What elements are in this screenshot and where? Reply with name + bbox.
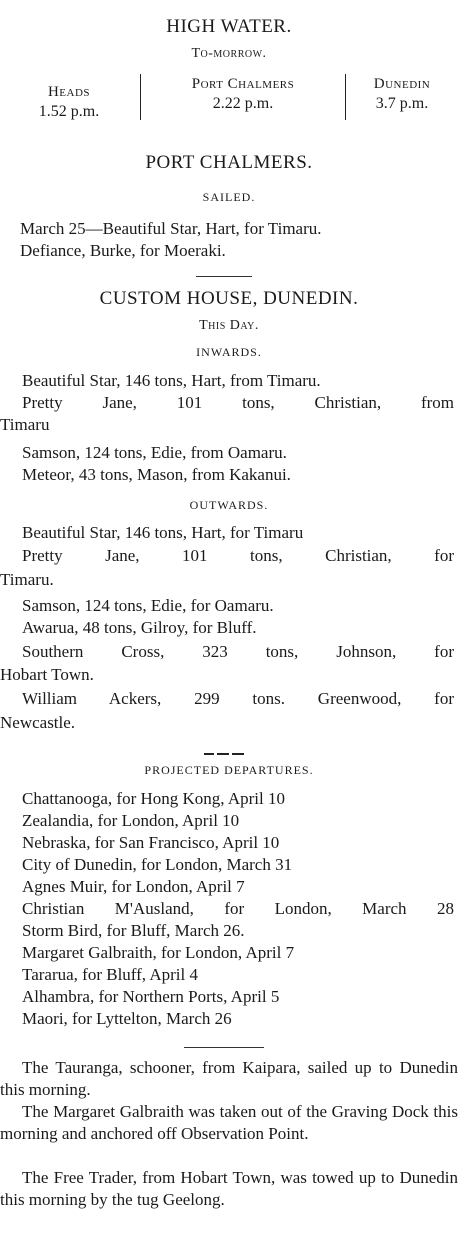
this-day-label: This Day. (199, 318, 259, 333)
sailed-item: March 25—Beautiful Star, Hart, for Timaru. (20, 219, 322, 238)
departure-item: Margaret Galbraith, for London, April 7 (22, 943, 295, 962)
outwards-item-continued: Hobart Town. (0, 665, 94, 684)
outwards-item-continued: Timaru. (0, 570, 54, 589)
inwards-item: Pretty Jane, 101 tons, Christian, from (22, 393, 454, 412)
sailed-item: Defiance, Burke, for Moeraki. (20, 241, 226, 260)
departure-item: Zealandia, for London, April 10 (22, 811, 240, 830)
tide-place-name: Dunedin (373, 76, 431, 92)
inwards-label: INWARDS. (196, 345, 262, 359)
outwards-item: Southern Cross, 323 tons, Johnson, for (22, 642, 454, 661)
tide-time: 3.7 p.m. (375, 95, 429, 112)
port-chalmers-heading: PORT CHALMERS. (145, 152, 313, 173)
inwards-item: Meteor, 43 tons, Mason, from Kakanui. (22, 465, 291, 484)
departure-item: Christian M'Ausland, for London, March 28 (22, 899, 454, 918)
tide-time: 1.52 p.m. (38, 103, 100, 120)
outwards-item: Samson, 124 tons, Edie, for Oamaru. (22, 596, 274, 615)
projected-departures-heading: PROJECTED DEPARTURES. (144, 763, 314, 777)
inwards-item: Beautiful Star, 146 tons, Hart, from Timaru. (22, 371, 321, 390)
outwards-label: OUTWARDS. (189, 498, 269, 512)
departure-item: Storm Bird, for Bluff, March 26. (22, 921, 245, 940)
tide-port-chalmers (148, 68, 338, 114)
departure-item: Tararua, for Bluff, April 4 (22, 965, 199, 984)
shipping-note: The Tauranga, schooner, from Kaipara, sailed up to Dunedin this morning. (0, 1058, 458, 1099)
inwards-item: Samson, 124 tons, Edie, from Oamaru. (22, 443, 287, 462)
section-divider (204, 745, 248, 748)
departure-item: City of Dunedin, for London, March 31 (22, 855, 293, 874)
section-rule (196, 276, 252, 277)
tide-place-name: Port Chalmers (191, 76, 295, 92)
departure-item: Chattanooga, for Hong Kong, April 10 (22, 789, 285, 808)
departure-item: Alhambra, for Northern Ports, April 5 (22, 987, 280, 1006)
inwards-item-continued: Timaru (0, 415, 50, 434)
tide-dunedin (352, 68, 452, 114)
departure-item: Nebraska, for San Francisco, April 10 (22, 833, 280, 852)
outwards-item: Beautiful Star, 146 tons, Hart, for Timaru (22, 523, 304, 542)
tide-time: 2.22 p.m. (212, 95, 274, 112)
custom-house-heading: CUSTOM HOUSE, DUNEDIN. (99, 288, 359, 309)
high-water-subheading: To-morrow. (191, 46, 267, 61)
tide-table (0, 68, 458, 128)
shipping-note: The Free Trader, from Hobart Town, was towed up to Dunedin this morning by the tug Geelong. (0, 1168, 458, 1209)
outwards-item: Awarua, 48 tons, Gilroy, for Bluff. (22, 618, 257, 637)
high-water-heading: HIGH WATER. (166, 16, 292, 37)
tide-separator (345, 74, 346, 120)
section-rule (184, 1047, 264, 1048)
sailed-label: SAILED. (202, 190, 256, 204)
outwards-item: William Ackers, 299 tons. Greenwood, for (22, 689, 454, 708)
outwards-item: Pretty Jane, 101 tons, Christian, for (22, 546, 454, 565)
shipping-note: The Margaret Galbraith was taken out of the Graving Dock this morning and anchored off Observation Point. (0, 1102, 458, 1143)
tide-heads (14, 68, 124, 122)
departure-item: Agnes Muir, for London, April 7 (22, 877, 245, 896)
departure-item: Maori, for Lyttelton, March 26 (22, 1009, 232, 1028)
outwards-item-continued: Newcastle. (0, 713, 76, 732)
tide-separator (140, 74, 141, 120)
tide-place-name: Heads (47, 84, 91, 100)
